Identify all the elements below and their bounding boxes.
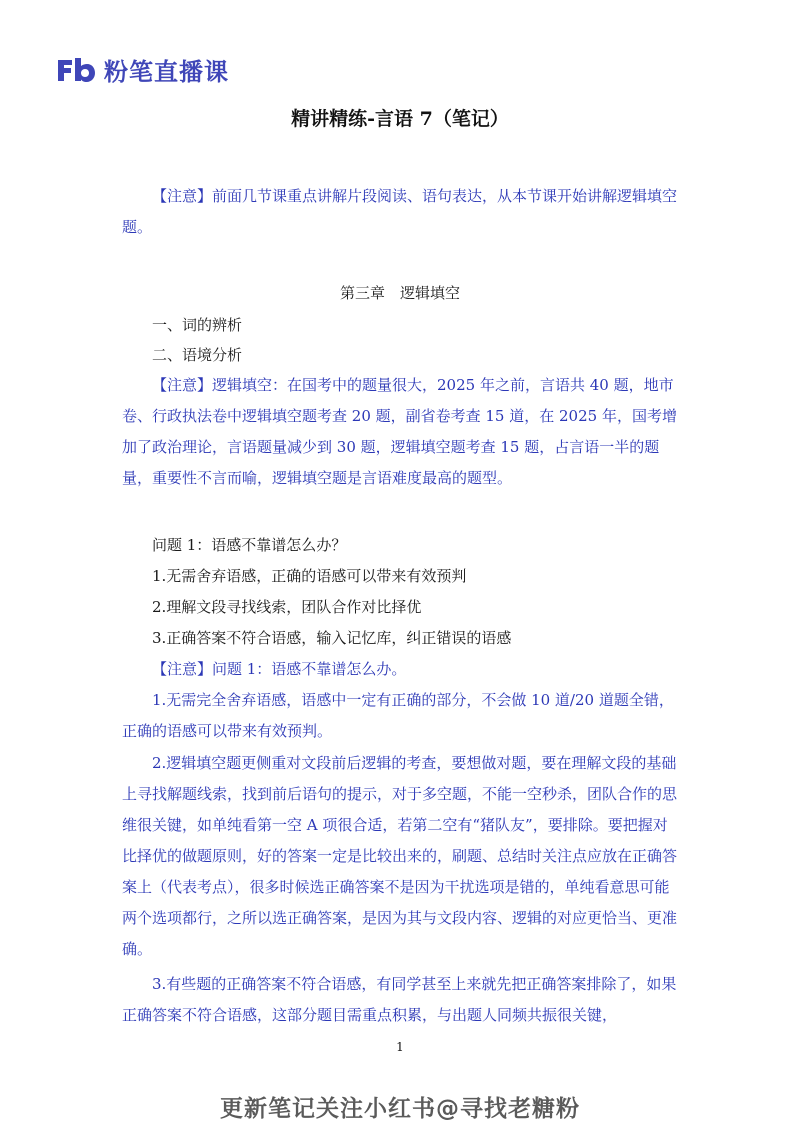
explanation-paragraph: 1.无需完全舍弃语感，语感中一定有正确的部分，不会做 10 道/20 道题全错，正确的语感可以带来有效预判。 xyxy=(122,691,674,740)
question-item: 3.正确答案不符合语感，输入记忆库，纠正错误的语感 xyxy=(152,629,512,647)
brand-name: 粉笔直播课 xyxy=(104,58,229,86)
brand-logo xyxy=(56,52,229,87)
note-question-1: 【注意】问题 1：语感不靠谱怎么办。 xyxy=(152,660,407,678)
outline-item: 一、词的辨析 xyxy=(152,316,243,334)
explanation-paragraph: 2.逻辑填空题更侧重对文段前后逻辑的考查，要想做对题，要在理解文段的基础上寻找解题线索，找到前后语句的提示，对于多空题，不能一空秒杀，团队合作的思维很关键，如单纯看第一空 A 项很合适，若第二空有“猪队友”，要排除。要把握对比择优的做题原则，好的答案一定是比较出来的，刷题、总结时关注点应放在正确答案上（代表考点），很多时候选正确答案不是因为干扰选项是错的，单纯看意思可能两个选项都行，之所以选正确答案，是因为其与文段内容、逻辑的对应更恰当、更准确。 xyxy=(122,754,678,958)
page-number: 1 xyxy=(396,1040,404,1054)
chapter-heading: 第三章 逻辑填空 xyxy=(339,284,460,302)
page-title: 精讲精练-言语 7（笔记） xyxy=(291,108,509,130)
note-logic-fill: 【注意】逻辑填空：在国考中的题量很大，2025 年之前，言语共 40 题，地市卷、行政执法卷中逻辑填空题考查 20 题，副省卷考查 15 道，在 2025 年，国考增加了政治理论，言语题量减少到 30 题，逻辑填空题考查 15 题，占言语一半的题量，重要性不言而喻，逻辑填空题是言语难度最高的题型。 xyxy=(122,376,677,487)
question-item: 2.理解文段寻找线索，团队合作对比择优 xyxy=(152,598,422,616)
question-item: 1.无需舍弃语感，正确的语感可以带来有效预判 xyxy=(152,567,467,585)
fenbi-logo-icon xyxy=(56,56,96,84)
outline-item: 二、语境分析 xyxy=(152,346,243,364)
question-title: 问题 1：语感不靠谱怎么办？ xyxy=(152,536,347,554)
watermark-text: 更新笔记关注小红书@寻找老糖粉 xyxy=(220,1096,580,1122)
note-intro: 【注意】前面几节课重点讲解片段阅读、语句表达，从本节课开始讲解逻辑填空题。 xyxy=(122,187,678,236)
explanation-paragraph: 3.有些题的正确答案不符合语感，有同学甚至上来就先把正确答案排除了，如果正确答案不符合语感，这部分题目需重点积累，与出题人同频共振很关键， xyxy=(122,975,677,1024)
